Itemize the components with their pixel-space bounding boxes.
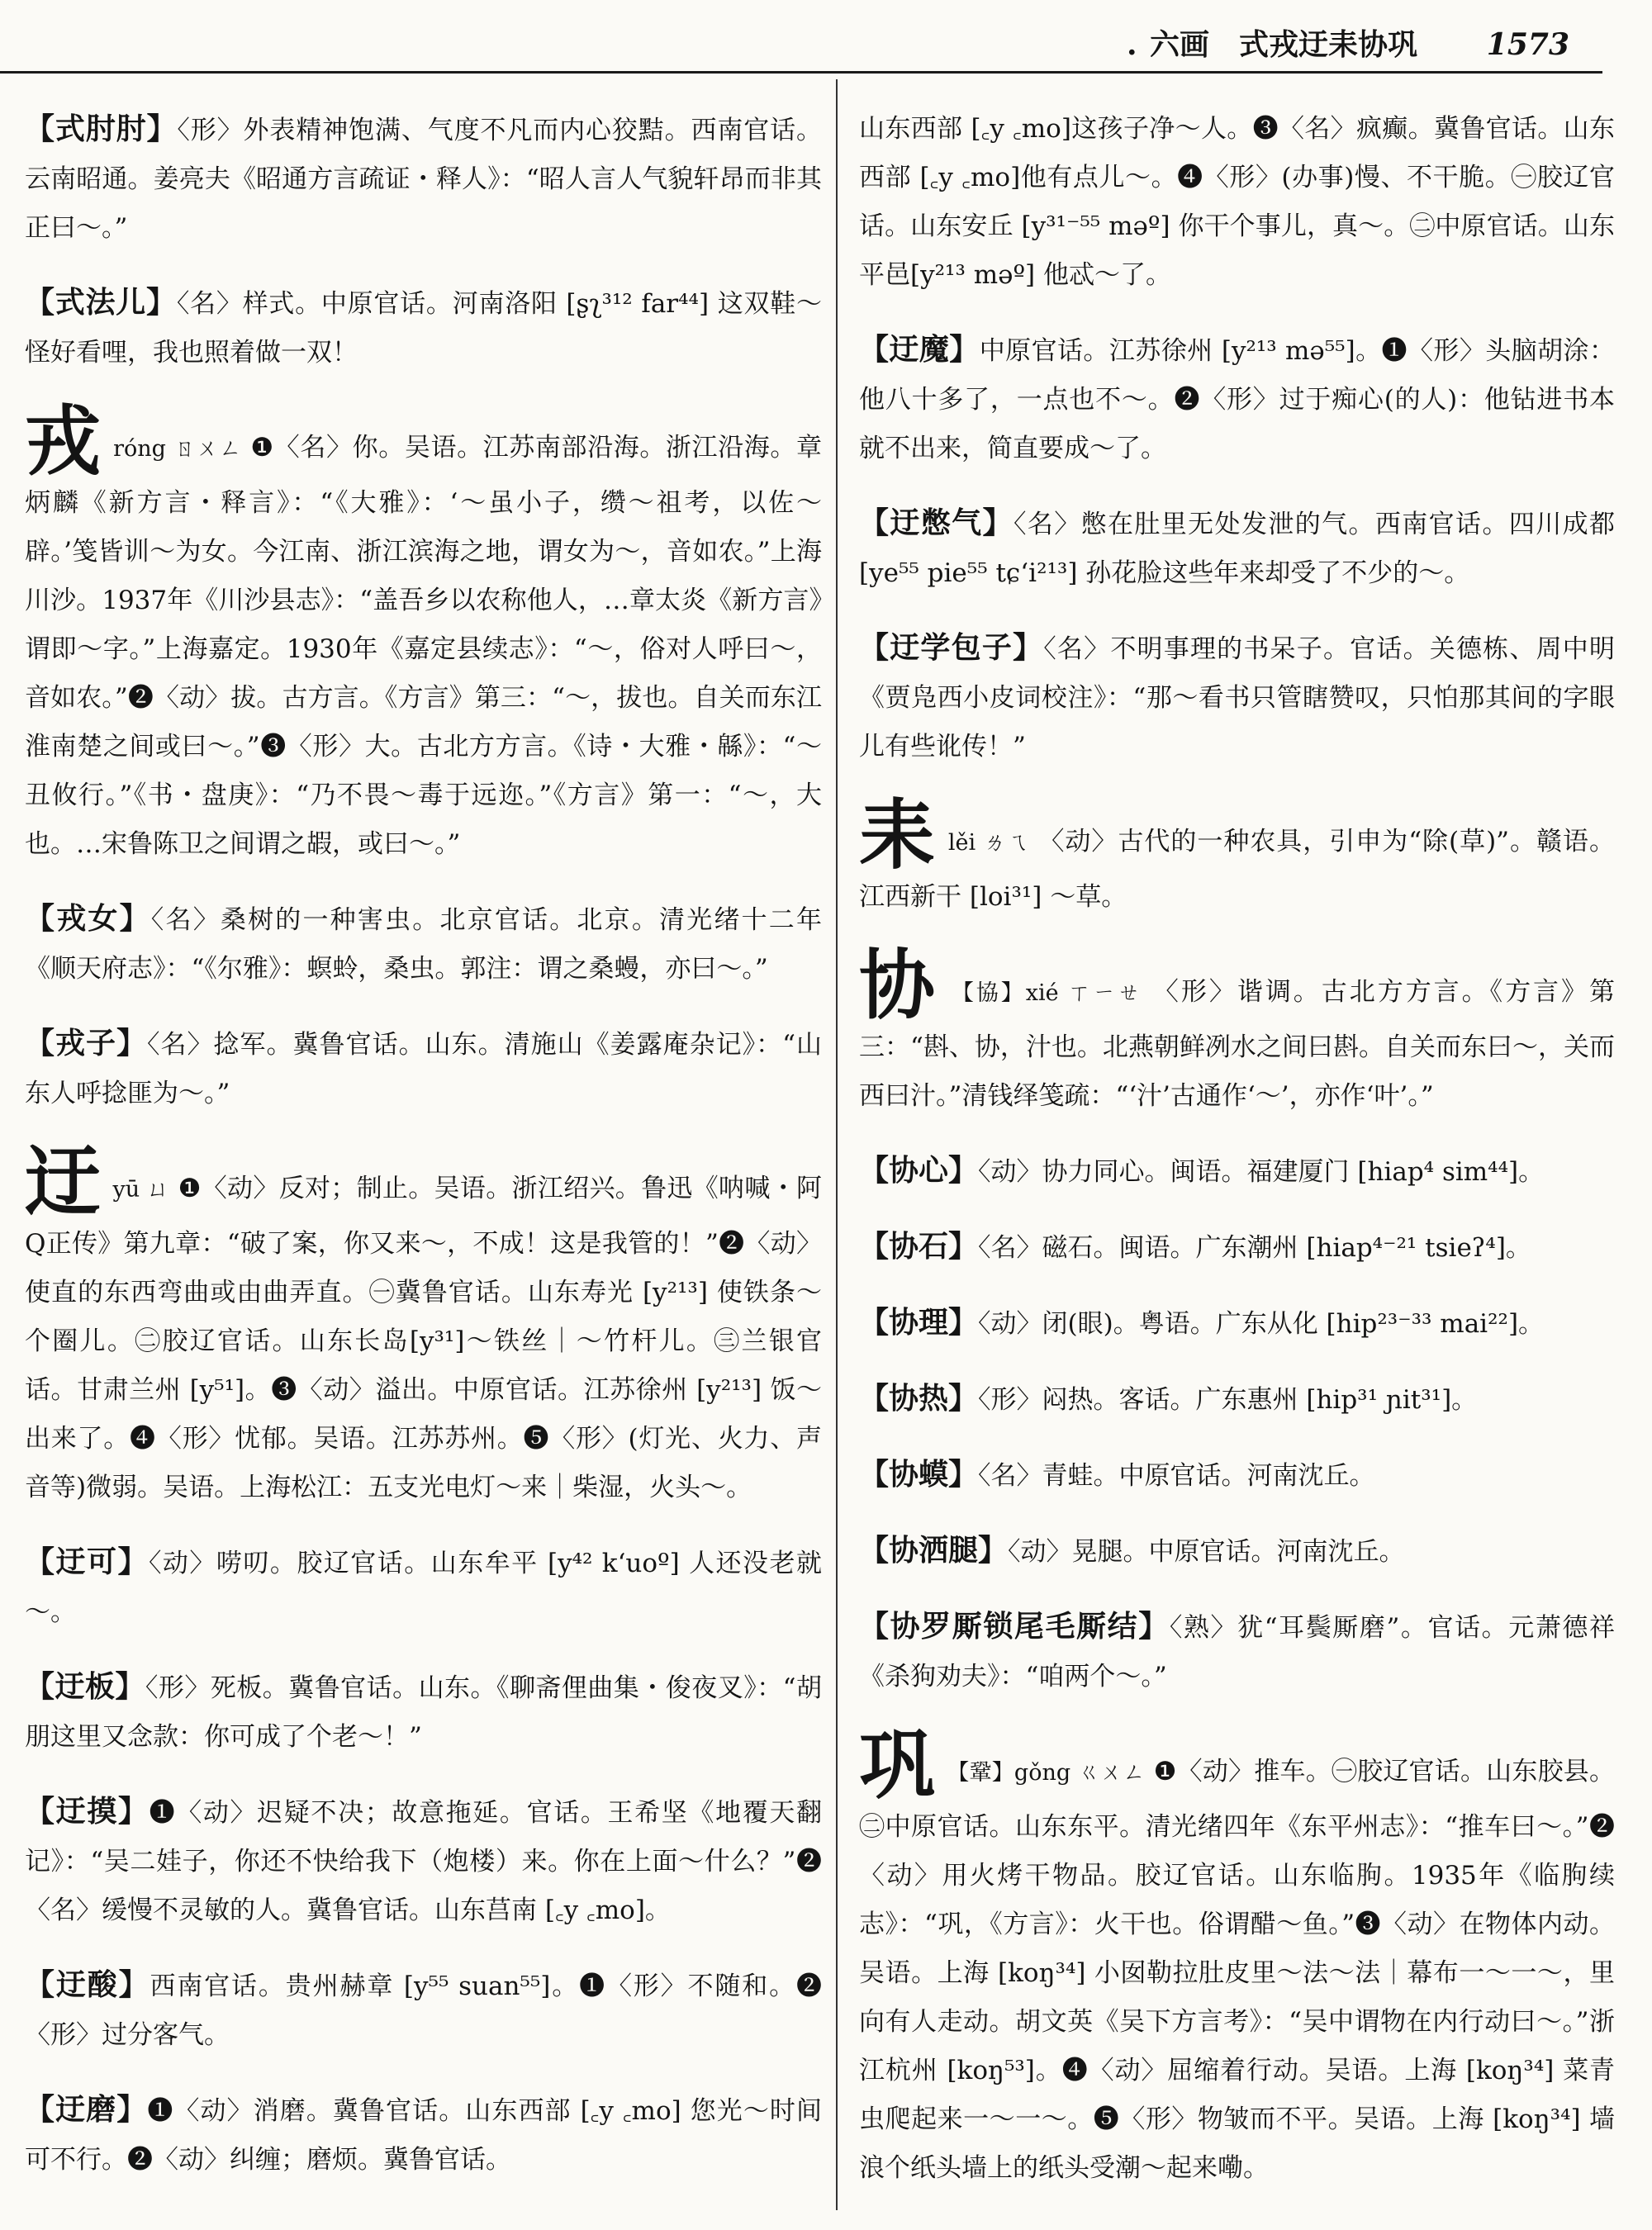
entry-headword: 【协洒腿】 bbox=[859, 1533, 1009, 1568]
entry-headword: 【迂板】 bbox=[25, 1669, 145, 1704]
header-dot: . bbox=[1127, 27, 1137, 62]
entry bbox=[859, 1146, 1615, 1197]
entry bbox=[25, 1019, 822, 1118]
entry-headword: 【迂魔】 bbox=[859, 332, 980, 367]
entry bbox=[25, 278, 822, 377]
entry-headword: 【迂磨】 bbox=[25, 2092, 148, 2127]
entry bbox=[25, 1961, 822, 2060]
entry-pinyin: 【協】xié ㄒㄧㄝ bbox=[951, 980, 1143, 1006]
entry-headword: 【迂酸】 bbox=[25, 1967, 150, 2002]
entry-headword: 【戎子】 bbox=[25, 1026, 148, 1060]
entry-character: 巩 bbox=[859, 1720, 936, 1810]
entry-text: 〈名〉不明事理的书呆子。官话。关德栋、周中明《贾凫西小皮词校注》：“那～看书只管瞎赞叹，只怕那其间的字眼儿有些讹传！” bbox=[859, 634, 1615, 762]
entry-text: 〈名〉磁石。闽语。广东潮州 [hiap⁴⁻²¹ tsieʔ⁴]。 bbox=[978, 1233, 1531, 1263]
entry bbox=[859, 1298, 1615, 1349]
entry bbox=[859, 1450, 1615, 1501]
entry-text: 〈动〉古代的一种农具，引申为“除(草)”。赣语。江西新干 [loi³¹] ～草。 bbox=[859, 827, 1615, 912]
header-section-title: 六画 式戎迂耒协巩 bbox=[1150, 27, 1418, 62]
entry-headword: 【迂可】 bbox=[25, 1544, 149, 1579]
entry-headword: 【协石】 bbox=[859, 1229, 979, 1264]
entry bbox=[25, 1538, 822, 1637]
entry-headword: 【迂学包子】 bbox=[859, 630, 1044, 665]
header-rule bbox=[0, 71, 1602, 74]
entry-headword: 【协罗厮锁尾毛厮结】 bbox=[859, 1609, 1170, 1644]
entry-character: 耒 bbox=[859, 790, 936, 880]
entry-headword: 【协热】 bbox=[859, 1381, 979, 1416]
left-column bbox=[25, 79, 822, 2198]
entry bbox=[25, 894, 822, 994]
entry-text: ❶〈动〉推车。㊀胶辽官话。山东胶县。㊁中原官话。山东东平。清光绪四年《东平州志》：“推车曰～。”❷〈动〉用火烤干物品。胶辽官话。山东临朐。1935年《临朐续志》：“巩，《方言》：火干也。俗谓醋～鱼。”❸〈动〉在物体内动。吴语。上海 [koŋ³⁴] 小囡勒拉肚皮里～法～法｜幕布一～一～，里向有人走动。胡文英《吴下方言考》：“吴中谓物在内行动曰～。”浙江杭州 [koŋ⁵³]。❹〈动〉屈缩着行动。吴语。上海 [koŋ³⁴] 菜青虫爬起来一～一～。❺〈形〉物皱而不平。吴语。上海 [koŋ³⁴] 墙浪个纸头墙上的纸头受潮～起来嘞。 bbox=[859, 1757, 1616, 2183]
entry-text: 〈形〉谐调。古北方方言。《方言》第三：“斟、协，汁也。北燕朝鲜冽水之间曰斟。自关而东曰～，关而西曰汁。”清钱绎笺疏：“‘汁’古通作‘～’，亦作‘叶’。” bbox=[859, 977, 1616, 1111]
entry bbox=[25, 105, 822, 253]
entry-text: 〈名〉样式。中原官话。河南洛阳 [ʂʅ³¹² far⁴⁴] 这双鞋～怪好看哩，我也照着做一双！ bbox=[25, 289, 822, 368]
entry-headword: 【协理】 bbox=[859, 1305, 979, 1340]
entry-text: 中原官话。江苏徐州 [y²¹³ mə⁵⁵]。❶〈形〉头脑胡涂：他八十多了，一点也不～。❷〈形〉过于痴心(的人)：他钻进书本就不出来，简直要成～了。 bbox=[859, 336, 1615, 463]
entry-headword: 【戎女】 bbox=[25, 901, 151, 936]
entry bbox=[859, 624, 1615, 771]
right-column bbox=[859, 79, 1615, 2206]
entry bbox=[859, 941, 1616, 1121]
entry-character: 迂 bbox=[25, 1137, 102, 1226]
entry-continuation bbox=[859, 105, 1615, 300]
entry-headword: 【式肘肘】 bbox=[25, 112, 178, 146]
entry-text: 〈名〉青蛙。中原官话。河南沈丘。 bbox=[978, 1461, 1375, 1491]
page-number: 1573 bbox=[1486, 27, 1569, 62]
entry-text: 〈动〉晃腿。中原官话。河南沈丘。 bbox=[1008, 1537, 1405, 1567]
entry bbox=[859, 1720, 1616, 2193]
entry-text: 〈动〉闭(眼)。粤语。广东从化 [hip²³⁻³³ mai²²]。 bbox=[978, 1309, 1545, 1339]
entry-text: 〈形〉外表精神饱满、气度不凡而内心狡黠。西南官话。云南昭通。姜亮夫《昭通方言疏证・释人》：“昭人言人气貌轩昂而非其正曰～。” bbox=[25, 116, 822, 243]
entry-text: 〈名〉桑树的一种害虫。北京官话。北京。清光绪十二年《顺天府志》：“《尔雅》：螟蛉，桑虫。郭注：谓之桑蟃，亦曰～。” bbox=[25, 905, 822, 984]
entry bbox=[25, 1137, 823, 1512]
entry-headword: 【式法儿】 bbox=[25, 285, 177, 320]
entry bbox=[859, 1602, 1615, 1701]
entry-headword: 【协蟆】 bbox=[859, 1457, 979, 1492]
entry-text: ❶〈动〉消磨。冀鲁官话。山东西部 [꜀y ꜀mo] 您光～时间可不行。❷〈动〉纠缠；磨烦。冀鲁官话。 bbox=[25, 2096, 822, 2175]
entry bbox=[859, 325, 1615, 473]
column-divider bbox=[836, 79, 838, 2210]
entry-text: 西南官话。贵州赫章 [y⁵⁵ suan⁵⁵]。❶〈形〉不随和。❷〈形〉过分客气。 bbox=[25, 1971, 822, 2050]
entry-text: 〈动〉唠叨。胶辽官话。山东牟平 [y⁴² kʻuoº] 人还没老就～。 bbox=[25, 1549, 822, 1627]
entry-character: 协 bbox=[859, 941, 938, 1030]
entry bbox=[25, 396, 822, 869]
entry bbox=[859, 1222, 1615, 1273]
entry-pinyin: lěi ㄌㄟ bbox=[947, 830, 1030, 856]
entry-pinyin: róng ㄖㄨㄥ bbox=[113, 436, 242, 462]
running-header bbox=[1099, 23, 1569, 66]
entry bbox=[859, 790, 1615, 922]
entry-text: 〈形〉死板。冀鲁官话。山东。《聊斋俚曲集・俊夜叉》：“胡朋这里又念款：你可成了个老～！” bbox=[25, 1673, 822, 1752]
entry-text: ❶〈名〉你。吴语。江苏南部沿海。浙江沿海。章炳麟《新方言・释言》：“《大雅》：‘～虽小子，缵～祖考，以佐～辟。’笺皆训～为女。今江南、浙江滨海之地，谓女为～，音如农。”上海川沙。1937年《川沙县志》：“盖吾乡以农称他人，…章太炎《新方言》谓即～字。”上海嘉定。1930年《嘉定县续志》：“～，俗对人呼曰～，音如农。”❷〈动〉拔。古方言。《方言》第三：“～，拔也。自关而东江淮南楚之间或曰～。”❸〈形〉大。古北方方言。《诗・大雅・緜》：“～丑攸行。”《书・盘庚》：“乃不畏～毒于远迩。”《方言》第一：“～，大也。…宋鲁陈卫之间谓之嘏，或曰～。” bbox=[25, 433, 822, 859]
entry-pinyin: yū ㄩ bbox=[112, 1177, 170, 1203]
entry bbox=[25, 1787, 822, 1935]
entry bbox=[859, 499, 1615, 598]
entry-text: 〈名〉憋在肚里无处发泄的气。西南官话。四川成都 [ye⁵⁵ pie⁵⁵ tɕʻi²¹³] 孙花脸这些年来却受了不少的～。 bbox=[859, 510, 1615, 588]
entry-headword: 【协心】 bbox=[859, 1153, 979, 1188]
entry-text: 山东西部 [꜀y ꜀mo]这孩子净～人。❸〈名〉疯癫。冀鲁官话。山东西部 [꜀y ꜀mo]他有点儿～。❹〈形〉(办事)慢、不干脆。㊀胶辽官话。山东安丘 [y³¹⁻⁵⁵ məº] 你干个事儿，真～。㊁中原官话。山东平邑[y²¹³ məº] 他忒～了。 bbox=[859, 114, 1615, 290]
entry-character: 戎 bbox=[25, 396, 102, 486]
entry-text: 〈熟〉犹“耳鬓厮磨”。官话。元萧德祥《杀狗劝夫》：“咱两个～。” bbox=[859, 1613, 1615, 1691]
entry-text: 〈动〉协力同心。闽语。福建厦门 [hiap⁴ sim⁴⁴]。 bbox=[978, 1157, 1545, 1187]
entry-headword: 【迂憋气】 bbox=[859, 505, 1014, 540]
entry-pinyin: 【鞏】gǒng ㄍㄨㄥ bbox=[947, 1760, 1146, 1786]
entry-headword: 【迂摸】 bbox=[25, 1794, 150, 1829]
entry bbox=[25, 2085, 822, 2185]
entry bbox=[859, 1374, 1615, 1425]
entry-text: ❶〈动〉迟疑不决；故意拖延。官话。王希坚《地覆天翻记》：“吴二娃子，你还不快给我下（炮楼）来。你在上面～什么？”❷〈名〉缓慢不灵敏的人。冀鲁官话。山东莒南 [꜀y ꜀mo]。 bbox=[25, 1798, 822, 1925]
entry-text: 〈形〉闷热。客话。广东惠州 [hip³¹ ɲit³¹]。 bbox=[978, 1385, 1478, 1415]
entry-text: ❶〈动〉反对；制止。吴语。浙江绍兴。鲁迅《呐喊・阿Q正传》第九章：“破了案，你又来～，不成！这是我管的！”❷〈动〉使直的东西弯曲或由曲弄直。㊀冀鲁官话。山东寿光 [y²¹³] 使铁条～个圈儿。㊁胶辽官话。山东长岛[y³¹]～铁丝｜～竹杆儿。㊂兰银官话。甘肃兰州 [y⁵¹]。❸〈动〉溢出。中原官话。江苏徐州 [y²¹³] 饭～出来了。❹〈形〉忧郁。吴语。江苏苏州。❺〈形〉(灯光、火力、声音等)微弱。吴语。上海松江：五支光电灯～来｜柴湿，火头～。 bbox=[25, 1174, 823, 1502]
entry bbox=[25, 1663, 822, 1762]
entry bbox=[859, 1526, 1615, 1577]
entry-text: 〈名〉捻军。冀鲁官话。山东。清施山《姜露庵杂记》：“山东人呼捻匪为～。” bbox=[25, 1030, 822, 1108]
